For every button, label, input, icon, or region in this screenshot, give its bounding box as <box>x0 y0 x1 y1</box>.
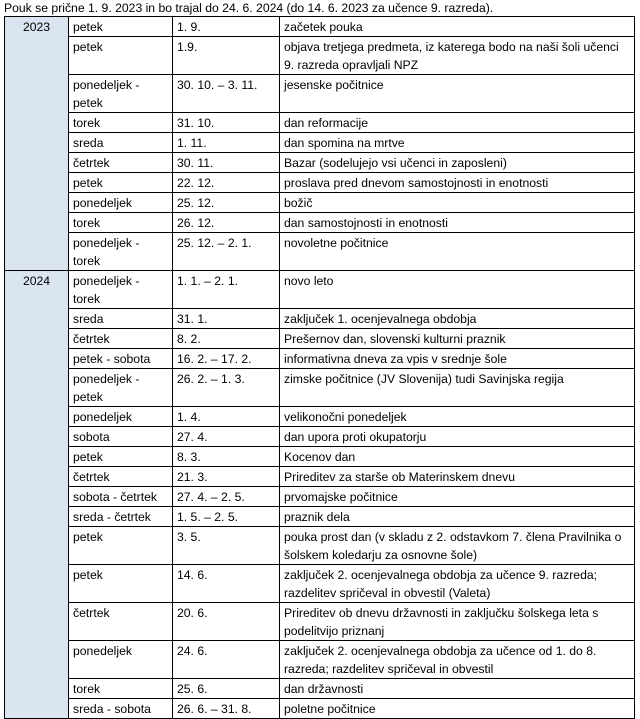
event-cell: zaključek 2. ocenjevalnega obdobja za učence od 1. do 8. razreda; razdelitev spričeval in obvestil <box>280 641 635 679</box>
date-cell: 26. 6. – 31. 8. <box>173 699 280 719</box>
day-cell: četrtek <box>69 467 173 487</box>
day-cell: petek <box>69 37 173 75</box>
day-cell: ponedeljek <box>69 193 173 213</box>
table-row <box>5 507 635 527</box>
date-cell: 8. 3. <box>173 447 280 467</box>
day-cell: petek <box>69 447 173 467</box>
date-cell: 1. 4. <box>173 407 280 427</box>
event-cell: Prireditev za starše ob Materinskem dnevu <box>280 467 635 487</box>
table-row <box>5 427 635 447</box>
table-row <box>5 699 635 719</box>
table-row <box>5 309 635 329</box>
event-cell: dan spomina na mrtve <box>280 133 635 153</box>
date-cell: 25. 12. <box>173 193 280 213</box>
date-cell: 1. 5. – 2. 5. <box>173 507 280 527</box>
event-cell: velikonočni ponedeljek <box>280 407 635 427</box>
table-row <box>5 133 635 153</box>
table-row <box>5 233 635 271</box>
day-cell: petek <box>69 173 173 193</box>
event-cell: jesenske počitnice <box>280 75 635 113</box>
table-row <box>5 467 635 487</box>
day-cell: četrtek <box>69 153 173 173</box>
table-row <box>5 173 635 193</box>
date-cell: 1. 9. <box>173 17 280 37</box>
date-cell: 22. 12. <box>173 173 280 193</box>
day-cell: sobota - četrtek <box>69 487 173 507</box>
event-cell: objava tretjega predmeta, iz katerega bodo na naši šoli učenci 9. razreda opravljali NPZ <box>280 37 635 75</box>
date-cell: 30. 10. – 3. 11. <box>173 75 280 113</box>
day-cell: ponedeljek - petek <box>69 369 173 407</box>
event-cell: zaključek 2. ocenjevalnega obdobja za učence 9. razreda; razdelitev spričeval in obvestil (Valeta) <box>280 565 635 603</box>
event-cell: Prešernov dan, slovenski kulturni praznik <box>280 329 635 349</box>
date-cell: 1. 11. <box>173 133 280 153</box>
table-row <box>5 349 635 369</box>
day-cell: ponedeljek - torek <box>69 233 173 271</box>
date-cell: 3. 5. <box>173 527 280 565</box>
day-cell: sobota <box>69 427 173 447</box>
date-cell: 14. 6. <box>173 565 280 603</box>
event-cell: proslava pred dnevom samostojnosti in enotnosti <box>280 173 635 193</box>
date-cell: 26. 12. <box>173 213 280 233</box>
date-cell: 1. 1. – 2. 1. <box>173 271 280 309</box>
event-cell: dan reformacije <box>280 113 635 133</box>
date-cell: 1.9. <box>173 37 280 75</box>
day-cell: sreda <box>69 133 173 153</box>
event-cell: božič <box>280 193 635 213</box>
table-row <box>5 527 635 565</box>
event-cell: začetek pouka <box>280 17 635 37</box>
event-cell: dan državnosti <box>280 679 635 699</box>
date-cell: 31. 1. <box>173 309 280 329</box>
event-cell: dan samostojnosti in enotnosti <box>280 213 635 233</box>
date-cell: 27. 4. – 2. 5. <box>173 487 280 507</box>
table-row <box>5 271 635 309</box>
day-cell: petek <box>69 527 173 565</box>
date-cell: 26. 2. – 1. 3. <box>173 369 280 407</box>
day-cell: sreda - sobota <box>69 699 173 719</box>
table-row <box>5 193 635 213</box>
event-cell: prvomajske počitnice <box>280 487 635 507</box>
event-cell: zaključek 1. ocenjevalnega obdobja <box>280 309 635 329</box>
day-cell: sreda - četrtek <box>69 507 173 527</box>
table-row <box>5 487 635 507</box>
date-cell: 27. 4. <box>173 427 280 447</box>
date-cell: 20. 6. <box>173 603 280 641</box>
day-cell: petek <box>69 17 173 37</box>
event-cell: informativna dneva za vpis v srednje šole <box>280 349 635 369</box>
date-cell: 24. 6. <box>173 641 280 679</box>
event-cell: praznik dela <box>280 507 635 527</box>
table-row <box>5 641 635 679</box>
school-calendar-body <box>5 17 635 719</box>
table-row <box>5 37 635 75</box>
event-cell: novo leto <box>280 271 635 309</box>
table-row <box>5 369 635 407</box>
event-cell: Kocenov dan <box>280 447 635 467</box>
day-cell: petek - sobota <box>69 349 173 369</box>
day-cell: torek <box>69 213 173 233</box>
year-cell: 2024 <box>5 271 69 719</box>
table-row <box>5 565 635 603</box>
event-cell: dan upora proti okupatorju <box>280 427 635 447</box>
date-cell: 16. 2. – 17. 2. <box>173 349 280 369</box>
day-cell: torek <box>69 113 173 133</box>
table-row <box>5 75 635 113</box>
day-cell: torek <box>69 679 173 699</box>
intro-text: Pouk se prične 1. 9. 2023 in bo trajal do 24. 6. 2024 (do 14. 6. 2023 za učence 9. razreda). <box>4 1 494 15</box>
table-row <box>5 17 635 37</box>
date-cell: 31. 10. <box>173 113 280 133</box>
day-cell: četrtek <box>69 329 173 349</box>
event-cell: poletne počitnice <box>280 699 635 719</box>
year-cell: 2023 <box>5 17 69 271</box>
date-cell: 8. 2. <box>173 329 280 349</box>
school-calendar-table <box>4 16 635 719</box>
day-cell: ponedeljek - petek <box>69 75 173 113</box>
table-row <box>5 407 635 427</box>
day-cell: četrtek <box>69 603 173 641</box>
event-cell: Bazar (sodelujejo vsi učenci in zaposleni) <box>280 153 635 173</box>
day-cell: ponedeljek <box>69 641 173 679</box>
day-cell: ponedeljek <box>69 407 173 427</box>
event-cell: pouka prost dan (v skladu z 2. odstavkom 7. člena Pravilnika o šolskem koledarju za osnovne šole) <box>280 527 635 565</box>
table-row <box>5 447 635 467</box>
event-cell: zimske počitnice (JV Slovenija) tudi Savinjska regija <box>280 369 635 407</box>
day-cell: sreda <box>69 309 173 329</box>
event-cell: novoletne počitnice <box>280 233 635 271</box>
table-row <box>5 153 635 173</box>
date-cell: 30. 11. <box>173 153 280 173</box>
table-row <box>5 329 635 349</box>
event-cell: Prireditev ob dnevu državnosti in zaključku šolskega leta s podelitvijo priznanj <box>280 603 635 641</box>
day-cell: ponedeljek - torek <box>69 271 173 309</box>
date-cell: 25. 6. <box>173 679 280 699</box>
table-row <box>5 113 635 133</box>
table-row <box>5 603 635 641</box>
table-row <box>5 213 635 233</box>
day-cell: petek <box>69 565 173 603</box>
date-cell: 25. 12. – 2. 1. <box>173 233 280 271</box>
table-row <box>5 679 635 699</box>
date-cell: 21. 3. <box>173 467 280 487</box>
